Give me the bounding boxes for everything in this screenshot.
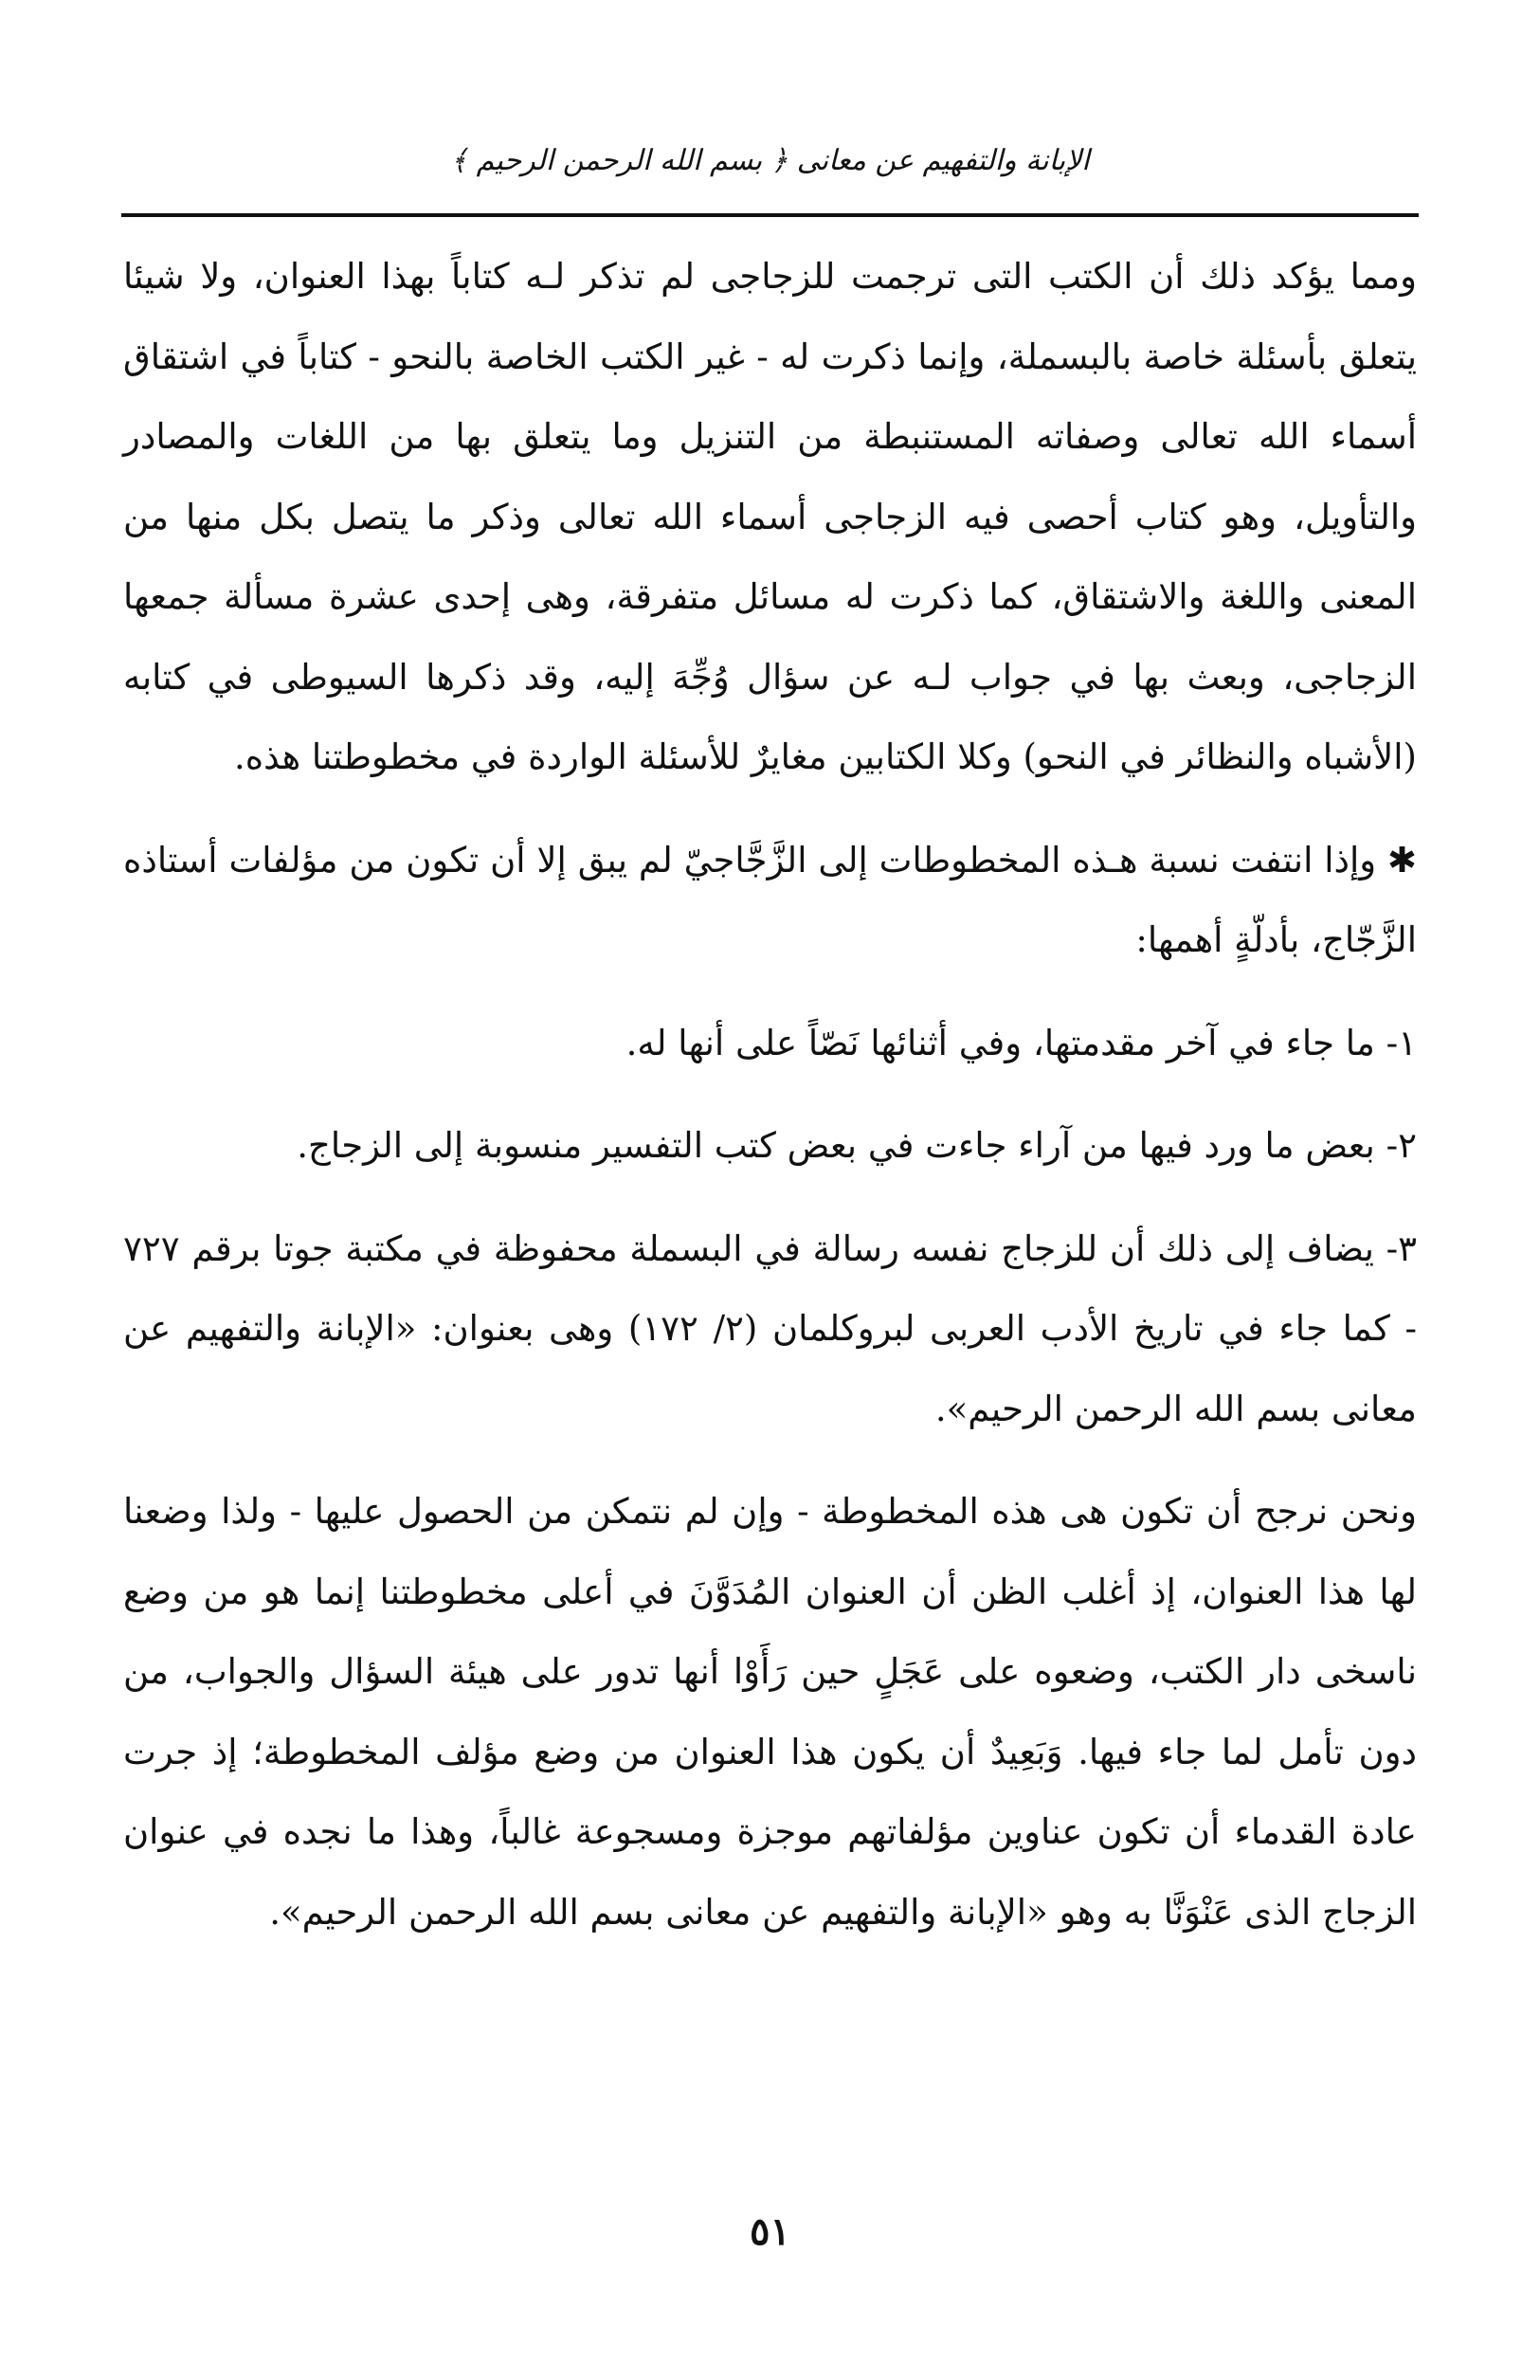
paragraph-2: ✱ وإذا انتفت نسبة هـذه المخطوطات إلى الزَّجَّاجيّ لم يبق إلا أن تكون من مؤلفات أستاذه الزَّجّاج، بأدلّةٍ أهمها: [123,839,1417,960]
body-text [123,237,1417,1953]
list-item-2: ٢- بعض ما ورد فيها من آراء جاءت في بعض كتب التفسير منسوبة إلى الزجاج. [297,1125,1417,1166]
paragraph-3: ونحن نرجح أن تكون هى هذه المخطوطة - وإن لم نتمكن من الحصول عليها - ولذا وضعنا لها هذا العنوان، إذ أغلب الظن أن العنوان المُدَوَّنَ في أعلى مخطوطتنا إنما هو من وضع ناسخى دار الكتب، وضعوه على عَجَلٍ حين رَأَوْا أنها تدور على هيئة السؤال والجواب، من دون تأمل لما جاء فيها. وَبَعِيدٌ أن يكون هذا العنوان من وضع مؤلف المخطوطة؛ إذ جرت عادة القدماء أن تكون عناوين مؤلفاتهم موجزة ومسجوعة غالباً، وهذا ما نجده في عنوان الزجاج الذى عَنْوَنَّا به وهو «الإبانة والتفهيم عن معانى بسم الله الرحمن الرحيم». [123,1491,1417,1933]
running-header: الإبانة والتفهيم عن معانى ﴿ بسم الله الرحمن الرحيم ﴾ [450,144,1090,177]
header-divider [121,213,1419,217]
paragraph-1: ومما يؤكد ذلك أن الكتب التى ترجمت للزجاجى لم تذكر لـه كتاباً بهذا العنوان، ولا شيئا يتعلق بأسئلة خاصة بالبسملة، وإنما ذكرت له - غير الكتب الخاصة بالنحو - كتاباً في اشتقاق أسماء الله تعالى وصفاته المستنبطة من التنزيل وما يتعلق بها من اللغات والمصادر والتأويل، وهو كتاب أحصى فيه الزجاجى أسماء الله تعالى وذكر ما يتصل بكل منها من المعنى واللغة والاشتقاق، كما ذكرت له مسائل متفرقة، وهى إحدى عشرة مسألة جمعها الزجاجى، وبعث بها في جواب لـه عن سؤال وُجِّهَ إليه، وقد ذكرها السيوطى في كتابه (الأشباه والنظائر في النحو) وكلا الكتابين مغايرٌ للأسئلة الواردة في مخطوطتنا هذه. [123,256,1417,777]
page-number: ٥١ [750,2209,790,2254]
list-item-1: ١- ما جاء في آخر مقدمتها، وفي أثنائها نَصّاً على أنها له. [625,1022,1417,1063]
list-item-3: ٣- يضاف إلى ذلك أن للزجاج نفسه رسالة في البسملة محفوظة في مكتبة جوتا برقم ٧٢٧ - كما جاء في تاريخ الأدب العربى لبروكلمان (٢/ ١٧٢) وهى بعنوان: «الإبانة والتفهيم عن معانى بسم الله الرحمن الرحيم». [123,1227,1418,1429]
